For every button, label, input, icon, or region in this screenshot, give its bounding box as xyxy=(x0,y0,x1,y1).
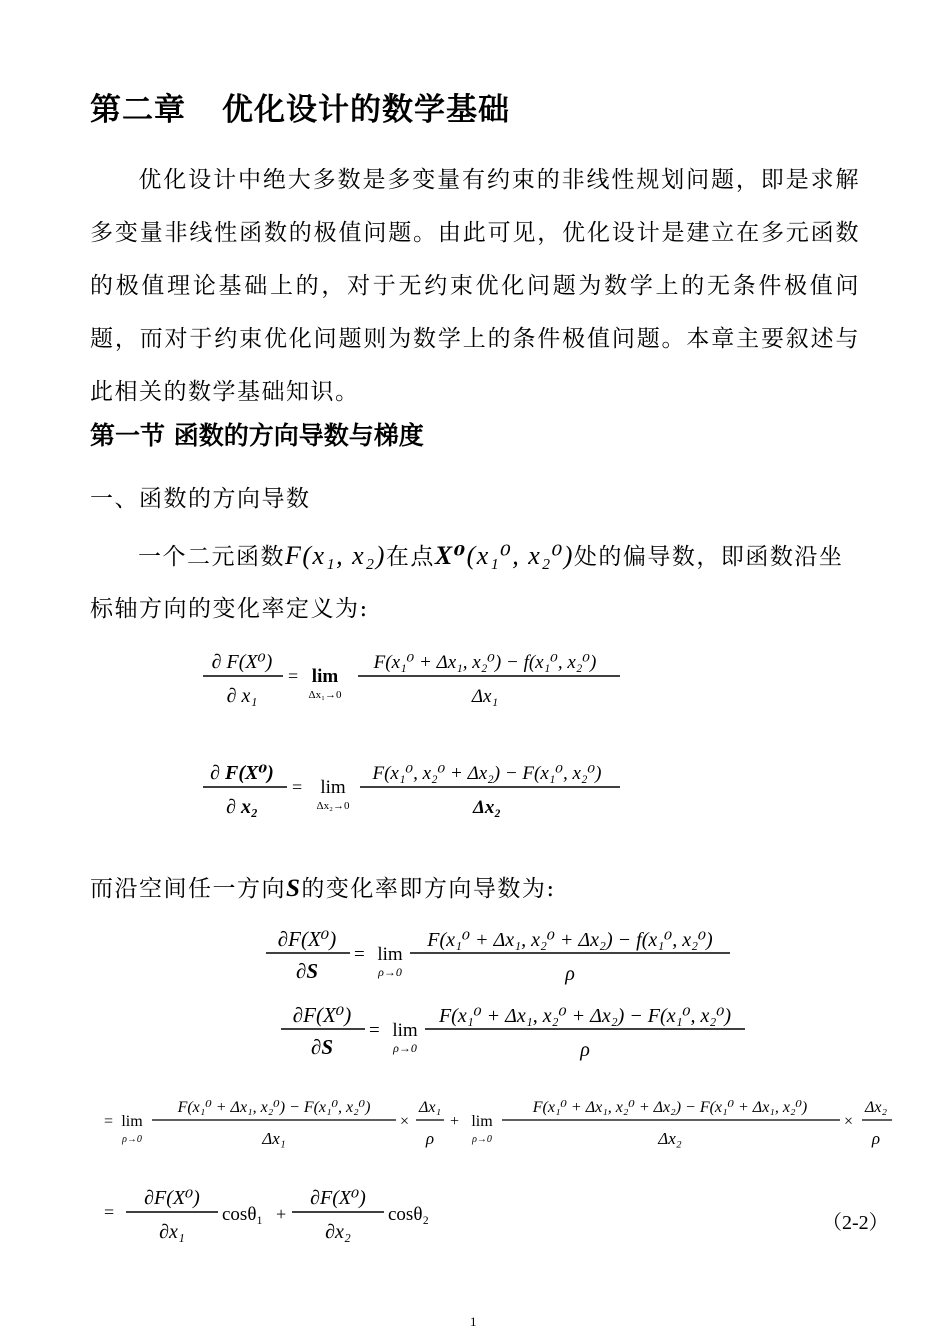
eq1-lhs-den: ∂ x₁ xyxy=(226,685,258,707)
eq5-frac2-num: Δx₂ xyxy=(864,1099,888,1116)
equation-directional-f xyxy=(260,922,740,992)
eq4-lhs-num: ∂F(X⁰) xyxy=(292,1003,352,1027)
eq5-frac1-den: ρ xyxy=(425,1129,435,1148)
equation-partial-x2 xyxy=(195,755,635,835)
eq2-rhs-den: Δx₂ xyxy=(472,797,502,818)
equation-partial-x1 xyxy=(195,640,635,720)
eq1-equals: = xyxy=(288,666,299,686)
eq6-plus: + xyxy=(276,1204,287,1224)
eq6-d1-den: ∂x₁ xyxy=(159,1221,185,1243)
eq3-lhs-den: ∂S xyxy=(295,959,319,983)
eq4-lim: lim xyxy=(392,1020,418,1041)
eq5-term1-den: Δx₁ xyxy=(262,1129,286,1148)
eq5-equals: = xyxy=(104,1113,114,1130)
point-coordinates: (x₁⁰, x₂⁰) xyxy=(466,541,574,570)
eq2-equals: = xyxy=(292,777,303,797)
sentence1-text-a: 一个二元函数 xyxy=(138,544,285,570)
eq3-lim-sub: ρ→0 xyxy=(378,965,402,979)
sentence-directional-derivative xyxy=(90,870,556,903)
eq3-equals: = xyxy=(354,944,365,965)
eq4-lhs-den: ∂S xyxy=(310,1035,334,1059)
eq1-lhs-num: ∂ F(X⁰) xyxy=(211,651,273,673)
eq3-lim: lim xyxy=(377,944,403,965)
eq1-lim-sub: Δx₁→0 xyxy=(308,689,342,701)
eq5-term2-den: Δx₂ xyxy=(658,1129,682,1148)
sentence2-text-b: 的变化率即方向导数为: xyxy=(301,876,556,902)
eq5-lim2-sub: ρ→0 xyxy=(472,1134,492,1145)
sentence1-text-c: 处的偏导数，即函数沿坐 xyxy=(573,544,844,570)
eq2-lim-sub: Δx₂→0 xyxy=(316,800,350,812)
eq2-lhs-den: ∂ x₂ xyxy=(226,796,258,818)
equation-number: （2-2） xyxy=(822,1212,889,1234)
eq5-plus: + xyxy=(450,1113,460,1130)
chapter-title: 优化设计的数学基础 xyxy=(222,92,510,128)
sentence2-text-a: 而沿空间任一方向 xyxy=(90,876,286,902)
eq5-frac2-den: ρ xyxy=(871,1129,881,1148)
sentence1-line2: 标轴方向的变化率定义为: xyxy=(90,596,369,622)
eq2-lhs-num: ∂ F(X⁰) xyxy=(210,762,274,784)
eq6-d2-den: ∂x₂ xyxy=(325,1221,351,1243)
section-heading xyxy=(90,416,424,452)
eq1-rhs-den: Δx₁ xyxy=(471,686,499,707)
eq5-lim1: lim xyxy=(121,1113,143,1130)
eq3-rhs-num: F(x₁⁰ + Δx₁, x₂⁰ + Δx₂) − f(x₁⁰, x₂⁰) xyxy=(427,929,713,951)
chapter-label: 第二章 xyxy=(90,92,186,128)
eq4-rhs-num: F(x₁⁰ + Δx₁, x₂⁰ + Δx₂) − F(x₁⁰, x₂⁰) xyxy=(438,1005,732,1027)
eq3-rhs-den: ρ xyxy=(565,963,575,985)
intro-text: 优化设计中绝大多数是多变量有约束的非线性规划问题，即是求解多变量非线性函数的极值问题。由此可见，优化设计是建立在多元函数的极值理论基础上的，对于无约束优化问题为数学上的无条件极值问题，而对于约束优化问题则为数学上的条件极值问题。本章主要叙述与此相关的数学基础知识。 xyxy=(90,167,860,405)
eq6-d1-num: ∂F(X⁰) xyxy=(144,1187,200,1209)
eq4-rhs-den: ρ xyxy=(580,1039,590,1061)
sentence1-text-b: 在点 xyxy=(385,544,435,570)
eq5-frac1-num: Δx₁ xyxy=(418,1099,442,1116)
equation-cos-form xyxy=(100,1180,520,1250)
direction-symbol: S xyxy=(286,875,302,902)
sentence-partial-derivative xyxy=(138,538,843,571)
eq5-lim2: lim xyxy=(471,1113,493,1130)
eq6-cos1: cosθ₁ xyxy=(222,1204,264,1225)
function-symbol: F(x₁, x₂) xyxy=(285,541,386,570)
eq6-cos2: cosθ₂ xyxy=(388,1204,430,1225)
eq5-times1: × xyxy=(400,1113,410,1130)
eq6-equals: = xyxy=(104,1202,115,1222)
eq1-lim: lim xyxy=(311,666,339,687)
page-number: 1 xyxy=(470,1314,477,1329)
eq5-lim1-sub: ρ→0 xyxy=(122,1134,142,1145)
intro-paragraph xyxy=(90,154,860,419)
eq3-lhs-num: ∂F(X⁰) xyxy=(277,927,337,951)
eq2-lim: lim xyxy=(320,777,346,798)
section-label: 第一节 xyxy=(90,421,166,450)
eq2-rhs-num: F(x₁⁰, x₂⁰ + Δx₂) − F(x₁⁰, x₂⁰) xyxy=(372,763,602,784)
chapter-heading xyxy=(90,84,510,129)
eq1-rhs-num: F(x₁⁰ + Δx₁, x₂⁰) − f(x₁⁰, x₂⁰) xyxy=(373,652,597,673)
subsection-heading: 一、函数的方向导数 xyxy=(90,486,311,512)
equation-directional-F xyxy=(275,998,755,1068)
eq5-times2: × xyxy=(844,1113,854,1130)
eq5-term2-num: F(x₁⁰ + Δx₁, x₂⁰ + Δx₂) − F(x₁⁰ + Δx₁, x₂⁰) xyxy=(532,1099,808,1116)
eq4-equals: = xyxy=(369,1020,380,1041)
equation-expansion xyxy=(100,1090,900,1160)
point-symbol: X⁰ xyxy=(434,541,467,570)
eq6-d2-num: ∂F(X⁰) xyxy=(310,1187,366,1209)
eq4-lim-sub: ρ→0 xyxy=(393,1041,417,1055)
eq5-term1-num: F(x₁⁰ + Δx₁, x₂⁰) − F(x₁⁰, x₂⁰) xyxy=(177,1099,371,1116)
section-title: 函数的方向导数与梯度 xyxy=(173,421,424,450)
